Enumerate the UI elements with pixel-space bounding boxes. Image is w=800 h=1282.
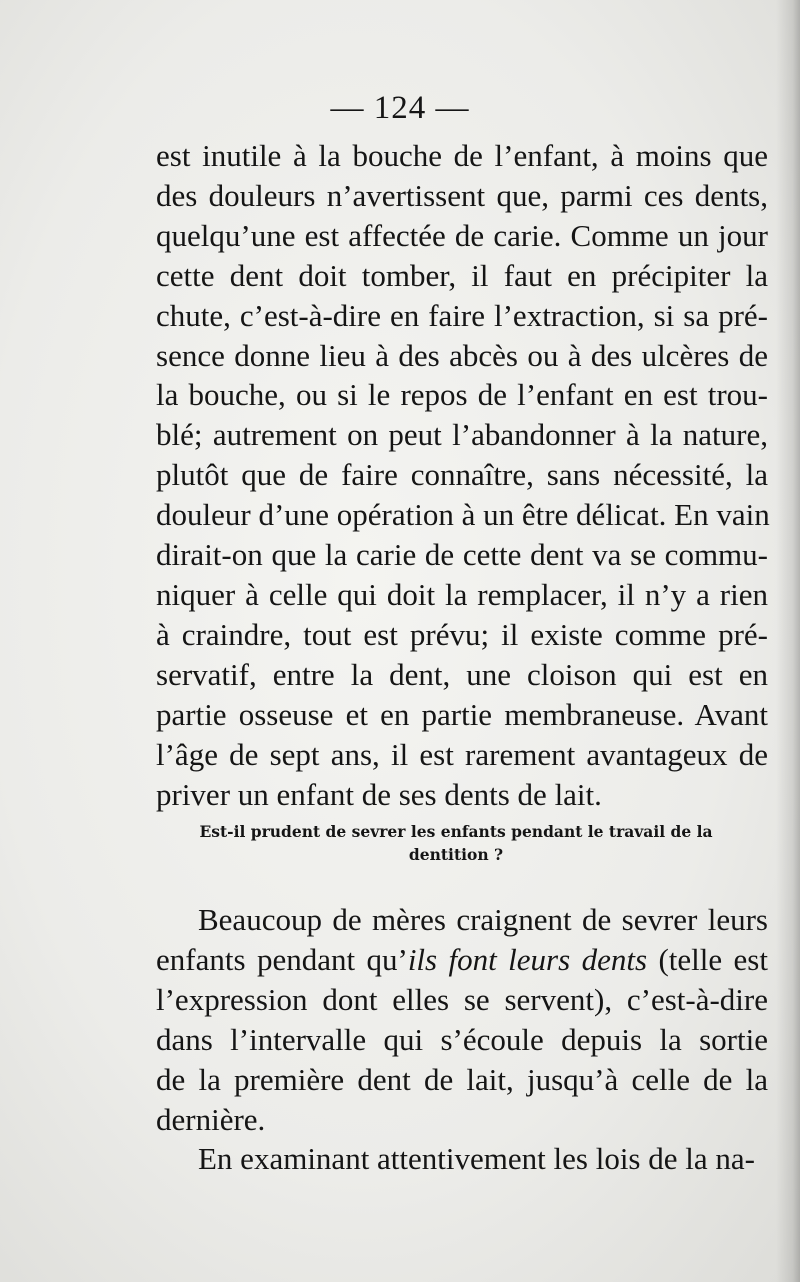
- text-line: [156, 940, 768, 980]
- italic-phrase: ils font leurs dents: [407, 941, 648, 977]
- text-line: niquer à celle qui doit la remplacer, il n’y a rien: [156, 576, 768, 612]
- text-line: la bouche, ou si le repos de l’enfant en est trou-: [156, 377, 768, 413]
- text-line: plutôt que de faire connaître, sans nécessité, la: [156, 457, 768, 493]
- text-line: est inutile à la bouche de l’enfant, à moins que: [156, 138, 768, 173]
- text-line: servatif, entre la dent, une cloison qui est en: [156, 656, 768, 692]
- question-line: dentition ?: [408, 845, 504, 864]
- text-line: Beaucoup de mères craignent de sevrer leurs: [198, 902, 768, 937]
- paragraph-2: [156, 900, 768, 1179]
- text-line: quelqu’une est affectée de carie. Comme un jour: [156, 217, 768, 253]
- text-line: priver un enfant de ses dents de lait.: [156, 776, 602, 812]
- text-line: sence donne lieu à des abcès ou à des ulcères de: [156, 337, 768, 373]
- text-line: dernière.: [156, 1101, 266, 1137]
- page-edge-shadow: [776, 0, 800, 1282]
- text-run: enfants pendant qu’: [156, 941, 408, 977]
- text-line: blé; autrement on peut l’abandonner à la nature,: [156, 417, 768, 453]
- section-question-heading: [150, 820, 762, 866]
- text-line: En examinant attentivement les lois de la na-: [198, 1141, 755, 1177]
- question-line: Est-il prudent de sevrer les enfants pendant le travail de la: [199, 822, 713, 841]
- text-line: l’âge de sept ans, il est rarement avantageux de: [156, 736, 768, 772]
- text-line: dans l’intervalle qui s’écoule depuis la sortie: [156, 1021, 768, 1057]
- text-line: cette dent doit tomber, il faut en précipiter la: [156, 257, 768, 293]
- text-line: de la première dent de lait, jusqu’à celle de la: [156, 1061, 768, 1097]
- text-line: des douleurs n’avertissent que, parmi ces dents,: [156, 177, 768, 213]
- text-line: chute, c’est-à-dire en faire l’extraction, si sa pré-: [156, 297, 768, 333]
- text-run: (telle est: [647, 941, 768, 977]
- paragraph-1: [156, 136, 768, 814]
- text-line: dirait-on que la carie de cette dent va se commu-: [156, 537, 768, 573]
- text-line: partie osseuse et en partie membraneuse. Avant: [156, 696, 768, 732]
- text-line: l’expression dont elles se servent), c’est-à-dire: [156, 981, 768, 1017]
- text-line: à craindre, tout est prévu; il existe comme pré-: [156, 616, 768, 652]
- page-number-header: — 124 —: [330, 90, 470, 126]
- text-line: douleur d’une opération à un être délicat. En vain: [156, 497, 770, 533]
